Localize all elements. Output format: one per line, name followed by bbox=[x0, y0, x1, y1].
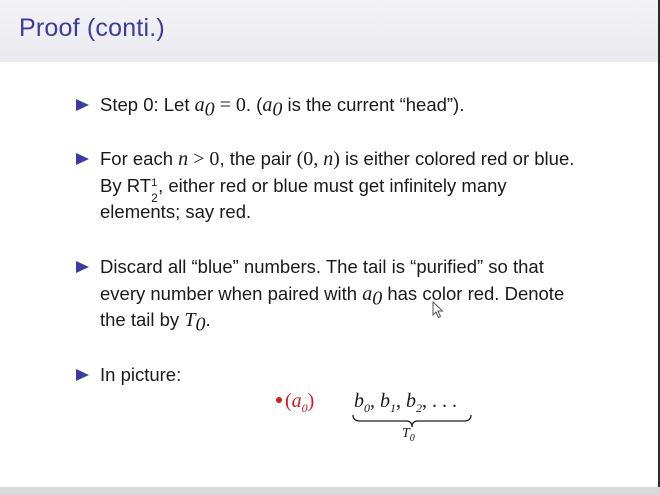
math-pair: (0, bbox=[296, 148, 324, 170]
head-paren: ( bbox=[285, 390, 292, 412]
math-pair: ) bbox=[333, 148, 340, 170]
seq-sub: 0 bbox=[364, 401, 370, 415]
tail-var: T bbox=[402, 426, 410, 441]
bullet-discard bbox=[76, 254, 636, 334]
text-segment: every number when paired with bbox=[100, 282, 363, 304]
math-sup: 1 bbox=[151, 176, 158, 189]
math-sub: 0 bbox=[204, 98, 215, 121]
math-sub: 2 bbox=[151, 190, 158, 205]
tail-sequence: $b_0$, $b_1$, $b_2$, . . . bbox=[354, 390, 457, 415]
bullet-text bbox=[100, 362, 636, 389]
seq-ellipsis: , . . . bbox=[422, 390, 457, 412]
math-var: n bbox=[323, 148, 334, 170]
text-segment: is the current “head”). bbox=[282, 94, 465, 115]
text-segment: By RT bbox=[100, 174, 152, 196]
seq-var: b bbox=[406, 390, 416, 412]
triangle-right-icon bbox=[76, 153, 89, 165]
triangle-right-icon bbox=[76, 99, 89, 111]
text-segment: , either red or blue must get infinitely many bbox=[158, 174, 507, 196]
text-segment: the tail by bbox=[100, 309, 185, 330]
triangle-right-icon bbox=[76, 261, 89, 273]
text-segment: . bbox=[205, 309, 211, 330]
bullet-for-each bbox=[76, 146, 636, 226]
math-var: a bbox=[362, 282, 373, 305]
seq-sub: 1 bbox=[390, 401, 396, 415]
seq-sub: 2 bbox=[416, 401, 422, 415]
math-sub: 0 bbox=[272, 98, 283, 121]
math-var: a bbox=[262, 94, 273, 116]
math-var: n bbox=[178, 148, 189, 170]
text-segment: In picture: bbox=[100, 364, 182, 385]
tail-sub: 0 bbox=[409, 432, 415, 444]
text-segment: . ( bbox=[245, 94, 263, 115]
math-sub: 0 bbox=[195, 313, 206, 336]
bullet-text bbox=[100, 254, 636, 334]
bullet-text bbox=[100, 146, 636, 226]
sequence-picture bbox=[276, 390, 516, 450]
tail-label bbox=[402, 426, 415, 442]
text-segment: For each bbox=[100, 148, 179, 169]
head-sub: 0 bbox=[301, 401, 308, 415]
math-sub: 0 bbox=[372, 287, 383, 310]
bullet-picture bbox=[76, 362, 636, 389]
head-paren: ) bbox=[307, 390, 315, 412]
text-segment: Step 0: Let bbox=[100, 94, 195, 115]
text-segment: , the pair bbox=[219, 148, 297, 169]
math-var: a bbox=[194, 94, 205, 116]
seq-var: b bbox=[354, 390, 364, 412]
text-segment: elements; say red. bbox=[100, 201, 252, 222]
slide-header bbox=[0, 0, 660, 62]
slide-bottom-bar bbox=[0, 487, 660, 495]
math-eq: > 0 bbox=[188, 148, 220, 170]
triangle-right-icon bbox=[76, 369, 89, 381]
bullet-text bbox=[100, 92, 636, 119]
math-var: T bbox=[184, 309, 196, 331]
head-dot-icon bbox=[276, 397, 282, 403]
rt-scripts bbox=[151, 176, 158, 205]
text-segment: Discard all “blue” numbers. The tail is “purified” so that bbox=[100, 256, 544, 277]
math-eq: = 0 bbox=[214, 94, 246, 116]
text-segment: is either colored red or blue. bbox=[339, 148, 575, 169]
bullet-step0 bbox=[76, 92, 636, 119]
head-element bbox=[276, 390, 314, 413]
seq-var: b bbox=[380, 390, 390, 412]
slide-title: Proof (conti.) bbox=[19, 14, 165, 42]
text-segment: has color red. Denote bbox=[382, 282, 565, 304]
head-var: a bbox=[291, 390, 302, 412]
mouse-pointer-icon bbox=[432, 301, 444, 319]
